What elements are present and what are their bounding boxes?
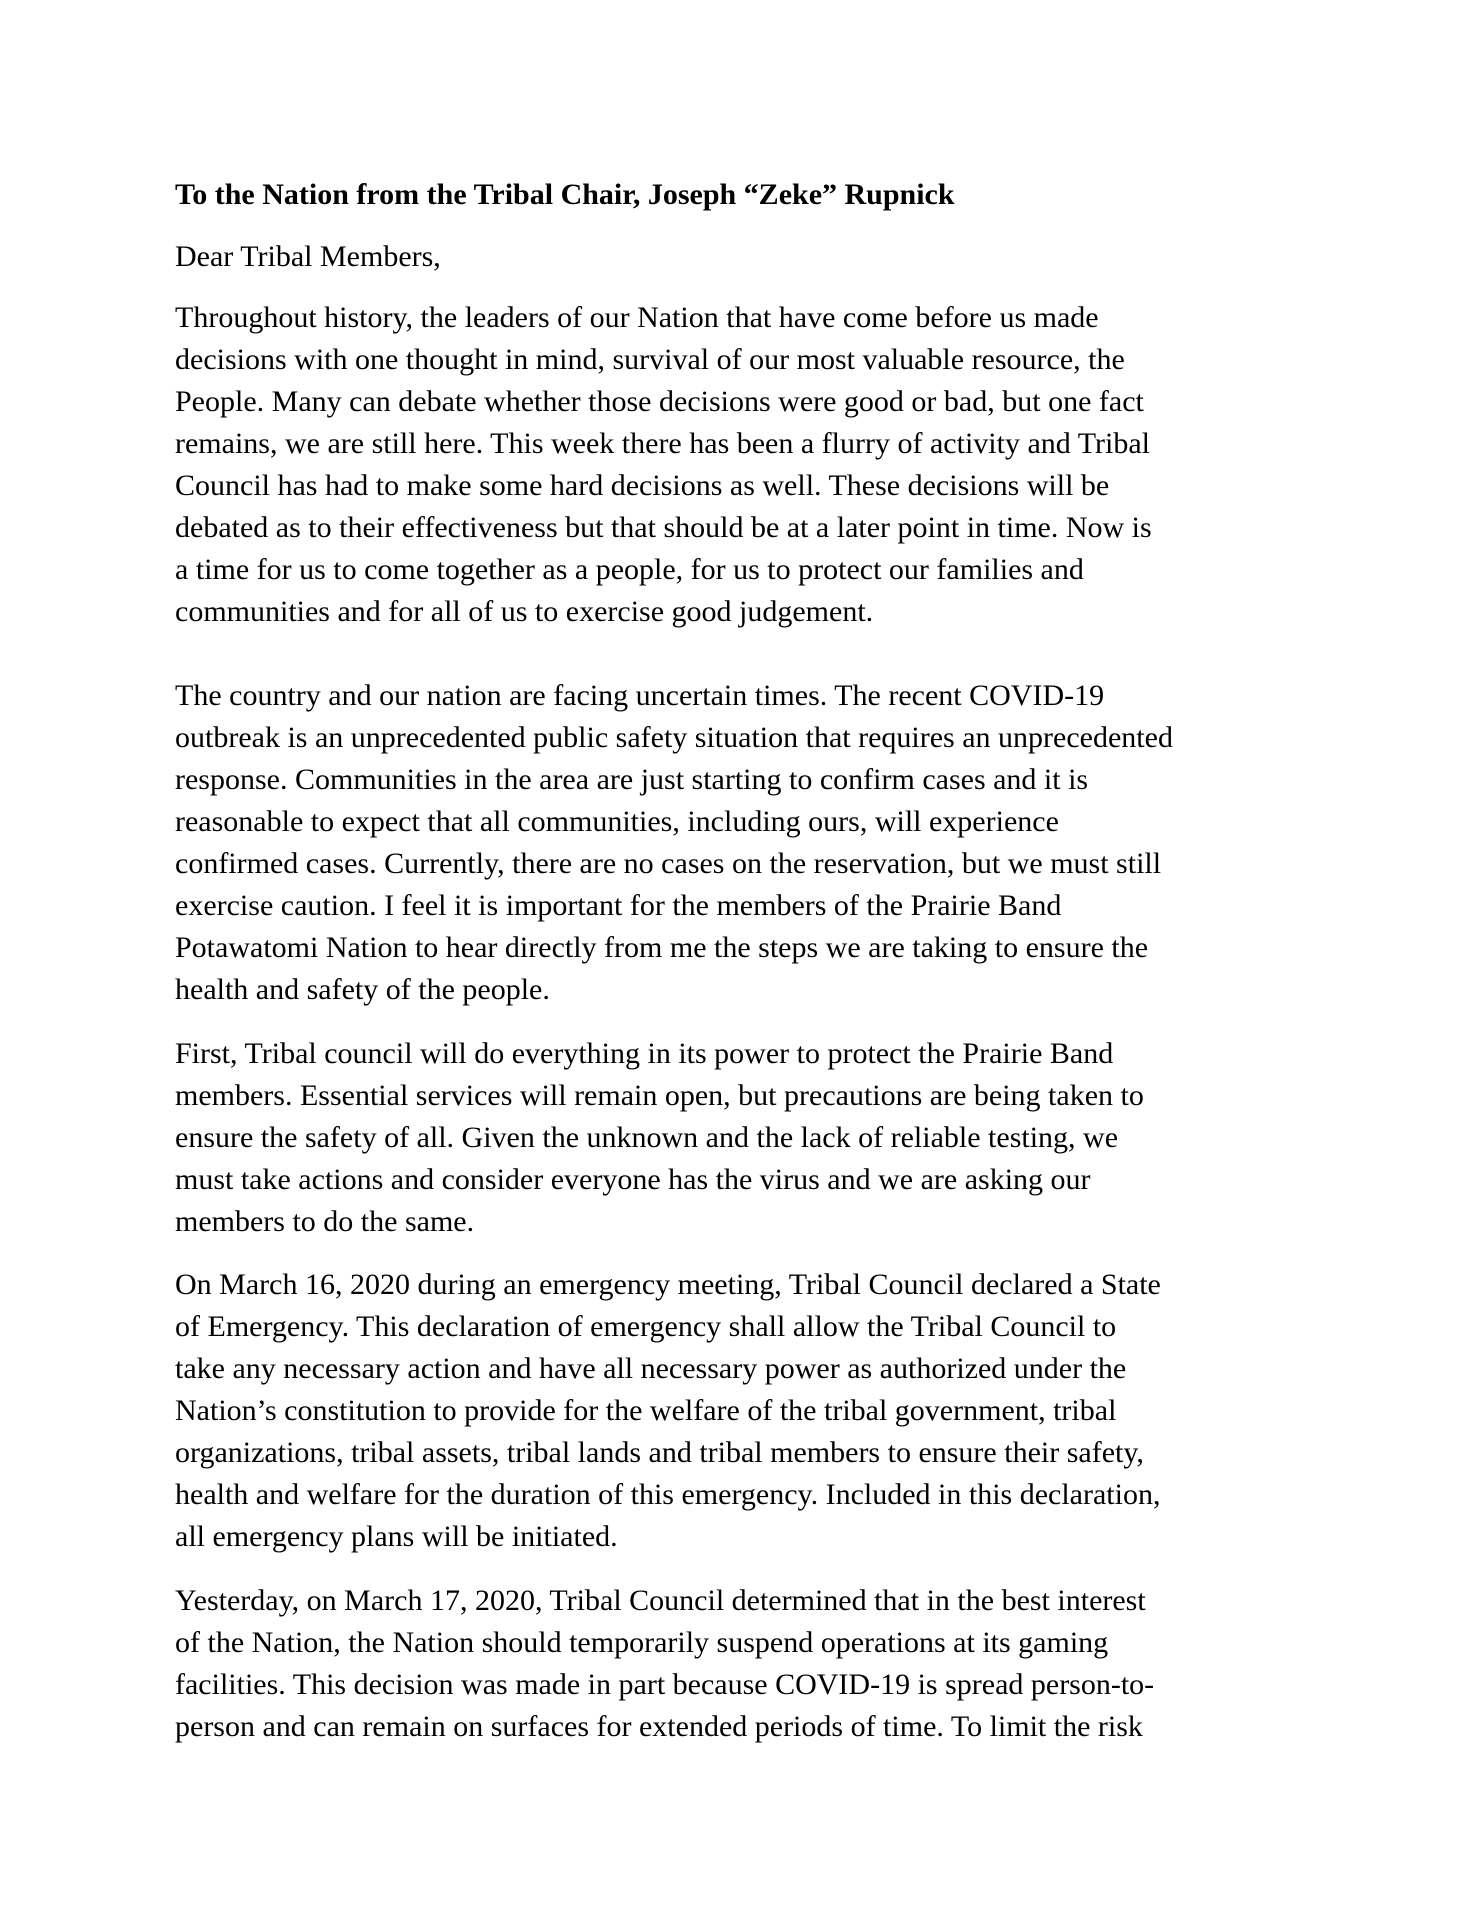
paragraph-line: Throughout history, the leaders of our Nation that have come before us made xyxy=(175,301,1099,334)
paragraph-line: facilities. This decision was made in part because COVID-19 is spread person-to- xyxy=(175,1668,1155,1701)
paragraph-line: response. Communities in the area are just starting to confirm cases and it is xyxy=(175,763,1089,796)
paragraph-history xyxy=(175,297,1335,633)
paragraph-line: of Emergency. This declaration of emergency shall allow the Tribal Council to xyxy=(175,1310,1117,1343)
letter-title: To the Nation from the Tribal Chair, Joseph “Zeke” Rupnick xyxy=(175,178,955,211)
paragraph-line: person and can remain on surfaces for extended periods of time. To limit the risk xyxy=(175,1710,1143,1743)
paragraph-line: First, Tribal council will do everything in its power to protect the Prairie Band xyxy=(175,1037,1114,1070)
paragraph-line: Council has had to make some hard decisions as well. These decisions will be xyxy=(175,469,1110,502)
paragraph-line: People. Many can debate whether those decisions were good or bad, but one fact xyxy=(175,385,1144,418)
paragraph-line: debated as to their effectiveness but that should be at a later point in time. Now is xyxy=(175,511,1152,544)
paragraph-line: must take actions and consider everyone has the virus and we are asking our xyxy=(175,1163,1091,1196)
paragraph-line: confirmed cases. Currently, there are no cases on the reservation, but we must still xyxy=(175,847,1162,880)
paragraph-line: Yesterday, on March 17, 2020, Tribal Council determined that in the best interest xyxy=(175,1584,1146,1617)
paragraph-line: organizations, tribal assets, tribal lands and tribal members to ensure their safety, xyxy=(175,1436,1144,1469)
paragraph-protection xyxy=(175,1033,1335,1243)
paragraph-line: outbreak is an unprecedented public safety situation that requires an unprecedented xyxy=(175,721,1173,754)
paragraph-line: a time for us to come together as a people, for us to protect our families and xyxy=(175,553,1084,586)
paragraph-line: communities and for all of us to exercise good judgement. xyxy=(175,595,874,628)
paragraph-line: of the Nation, the Nation should temporarily suspend operations at its gaming xyxy=(175,1626,1109,1659)
paragraph-line: Potawatomi Nation to hear directly from me the steps we are taking to ensure the xyxy=(175,931,1149,964)
paragraph-gaming-suspension xyxy=(175,1580,1335,1748)
paragraph-covid-outbreak xyxy=(175,675,1335,1011)
paragraph-line: exercise caution. I feel it is important for the members of the Prairie Band xyxy=(175,889,1062,922)
paragraph-line: all emergency plans will be initiated. xyxy=(175,1520,618,1553)
paragraph-line: health and welfare for the duration of this emergency. Included in this declaration, xyxy=(175,1478,1161,1511)
paragraph-state-of-emergency xyxy=(175,1264,1335,1558)
paragraph-line: health and safety of the people. xyxy=(175,973,550,1006)
paragraph-line: members. Essential services will remain open, but precautions are being taken to xyxy=(175,1079,1144,1112)
paragraph-line: take any necessary action and have all necessary power as authorized under the xyxy=(175,1352,1127,1385)
paragraph-line: Nation’s constitution to provide for the welfare of the tribal government, tribal xyxy=(175,1394,1117,1427)
paragraph-line: remains, we are still here. This week there has been a flurry of activity and Tribal xyxy=(175,427,1150,460)
paragraph-line: members to do the same. xyxy=(175,1205,475,1238)
paragraph-line: reasonable to expect that all communities, including ours, will experience xyxy=(175,805,1059,838)
paragraph-line: On March 16, 2020 during an emergency meeting, Tribal Council declared a State xyxy=(175,1268,1161,1301)
paragraph-line: decisions with one thought in mind, survival of our most valuable resource, the xyxy=(175,343,1125,376)
paragraph-line: ensure the safety of all. Given the unknown and the lack of reliable testing, we xyxy=(175,1121,1119,1154)
salutation: Dear Tribal Members, xyxy=(175,240,441,273)
paragraph-line: The country and our nation are facing uncertain times. The recent COVID-19 xyxy=(175,679,1105,712)
